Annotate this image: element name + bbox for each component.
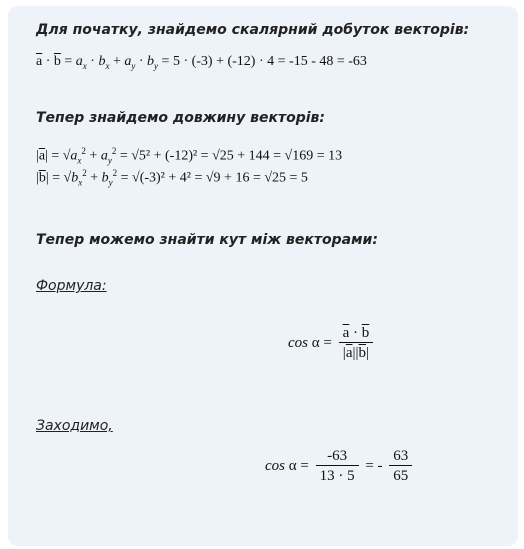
dot-product-result: = 5 · (-3) + (-12) · 4 = -15 - 48 = -63 — [161, 54, 367, 69]
cos-result: cos α = $\frac{-63}{13 \cdot 5}$ = - $\frac{63}{65}$ — [265, 448, 415, 485]
dot-product-formula: $\overline{a} \cdot \overline{b} = a_x \cdot b_x + a_y \cdot b_y = 5 \cdot (-3) + (-12) \cdot 4 = -15 - 48 = -63$ — [36, 54, 367, 71]
length-b-formula: $|\overline{b}| = √b_x^2 + b_y^2 = √(-3)^2 + 4^2 = √9 + 16 = √25 = 5$ — [36, 168, 308, 188]
heading-angle: Тепер можемо знайти кут між векторами: — [36, 232, 378, 248]
heading-dot-product: Для початку, знайдемо скалярний добуток векторів: — [36, 22, 470, 38]
cos-result-denominator: 65 — [389, 465, 412, 485]
cos-value-denominator: 13 · 5 — [316, 465, 359, 485]
content-card — [8, 6, 518, 546]
cos-formula: cos α = $\frac{\overline{a} \cdot \overline{b}}{|\overline{a}||\overline{b}|}$ — [288, 325, 376, 362]
cos-value-fraction — [316, 448, 359, 485]
label-find: Заходимо, — [36, 418, 113, 434]
cos-result-fraction — [389, 448, 412, 485]
cos-result-numerator: 63 — [393, 448, 409, 464]
label-formula: Формула: — [36, 278, 107, 294]
length-a-result: = √5² + (-12)² = √25 + 144 = √169 = 13 — [119, 148, 343, 164]
length-a-formula: $|\overline{a}| = √a_x^2 + a_y^2 = √5^2 + (-12)^2 = √25 + 144 = √169 = 13$ — [36, 146, 343, 166]
cos-value-numerator: -63 — [327, 448, 348, 464]
heading-length: Тепер знайдемо довжину векторів: — [36, 110, 325, 126]
length-b-result: = √(-3)² + 4² = √9 + 16 = √25 = 5 — [120, 170, 308, 186]
cos-fraction: $\frac{\overline{a} \cdot \overline{b}}{|\overline{a}||\overline{b}|}$ — [339, 325, 374, 362]
